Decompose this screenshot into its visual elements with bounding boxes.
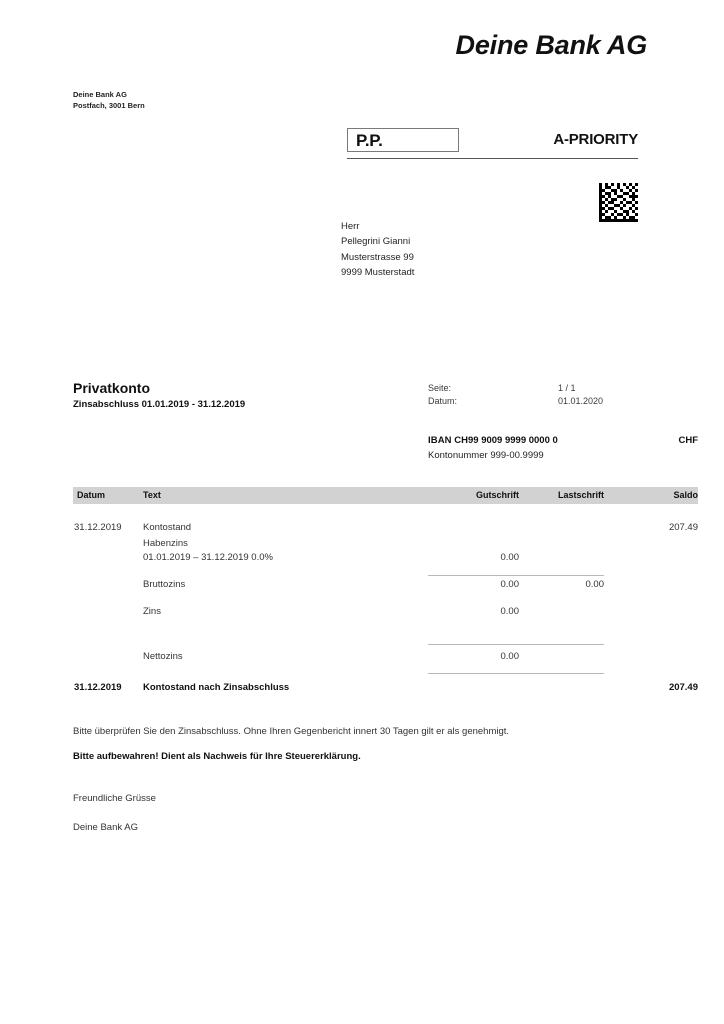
- row-desc: 01.01.2019 – 31.12.2019 0.0%: [143, 552, 273, 563]
- subtotal-rule: [428, 575, 604, 576]
- row-saldo: 207.49: [668, 682, 698, 693]
- table-row: [73, 606, 698, 648]
- currency-label: CHF: [678, 435, 698, 446]
- closing-greeting: Freundliche Grüsse: [73, 793, 156, 804]
- date-value: 01.01.2020: [558, 396, 604, 406]
- row-desc: Habenzins: [143, 538, 188, 549]
- table-row: [73, 648, 698, 682]
- recipient-city: 9999 Musterstadt: [341, 267, 415, 279]
- column-header-gutschrift: Gutschrift: [475, 490, 519, 500]
- date-row: [428, 396, 698, 409]
- iban-row: [428, 435, 698, 446]
- table-row: [73, 579, 698, 606]
- table-row: [73, 504, 698, 538]
- recipient-street: Musterstrasse 99: [341, 251, 414, 263]
- nettozins-rule-bottom: [428, 673, 604, 674]
- sender-line-1: Deine Bank AG: [73, 90, 127, 99]
- row-gutschrift: 0.00: [500, 606, 519, 617]
- date-label: Datum:: [428, 396, 458, 406]
- row-desc: Zins: [143, 606, 161, 617]
- kontonummer-row: [428, 450, 544, 461]
- row-desc: Kontostand nach Zinsabschluss: [143, 682, 290, 693]
- account-subtitle: Zinsabschluss 01.01.2019 - 31.12.2019: [73, 399, 246, 410]
- recipient-address: [341, 219, 414, 281]
- row-desc: Kontostand: [143, 522, 192, 533]
- franking-divider: [347, 158, 638, 159]
- a-priority-label: A-PRIORITY: [553, 131, 638, 148]
- table-row: [73, 682, 698, 702]
- statement-meta: [428, 383, 698, 409]
- account-title: Privatkonto: [73, 380, 151, 396]
- page-label: Seite:: [428, 383, 452, 393]
- row-desc: Bruttozins: [143, 579, 186, 590]
- nettozins-rule-top: [428, 644, 604, 645]
- recipient-name: Pellegrini Gianni: [341, 236, 411, 248]
- sender-line-2: Postfach, 3001 Bern: [73, 100, 145, 110]
- row-lastschrift: 0.00: [585, 579, 604, 590]
- column-header-datum: Datum: [77, 490, 106, 500]
- signature-line: Deine Bank AG: [73, 822, 138, 833]
- verification-note: Bitte überprüfen Sie den Zinsabschluss. Ohne Ihren Gegenbericht innert 30 Tagen gilt er als genehmigt.: [73, 726, 510, 737]
- sender-address: [73, 90, 145, 111]
- iban-label: IBAN: [428, 435, 452, 446]
- row-desc: Nettozins: [143, 651, 183, 662]
- row-saldo: 207.49: [668, 522, 698, 533]
- row-gutschrift: 0.00: [500, 651, 519, 662]
- bank-logo: Deine Bank AG: [455, 30, 647, 60]
- column-header-text: Text: [143, 490, 161, 500]
- pp-label: P.P.: [356, 131, 383, 150]
- table-row: [73, 538, 698, 552]
- keep-note: Bitte aufbewahren! Dient als Nachweis für Ihre Steuererklärung.: [73, 751, 361, 762]
- page-row: [428, 383, 698, 396]
- page-value: 1 / 1: [558, 383, 576, 393]
- kontonummer-value: 999-00.9999: [490, 450, 544, 461]
- kontonummer-label: Kontonummer: [428, 450, 488, 461]
- column-header-lastschrift: Lastschrift: [557, 490, 604, 500]
- table-row: [73, 552, 698, 579]
- row-gutschrift: 0.00: [500, 579, 519, 590]
- recipient-salutation: Herr: [341, 221, 360, 232]
- datamatrix-barcode: [599, 183, 638, 222]
- column-header-saldo: Saldo: [673, 490, 698, 500]
- row-date: 31.12.2019: [74, 522, 122, 533]
- row-gutschrift: 0.00: [500, 552, 519, 563]
- iban-value: CH99 9009 9999 0000 0: [454, 435, 558, 446]
- table-header-row: [73, 487, 698, 504]
- transaction-table: [73, 487, 698, 702]
- row-date: 31.12.2019: [74, 682, 122, 693]
